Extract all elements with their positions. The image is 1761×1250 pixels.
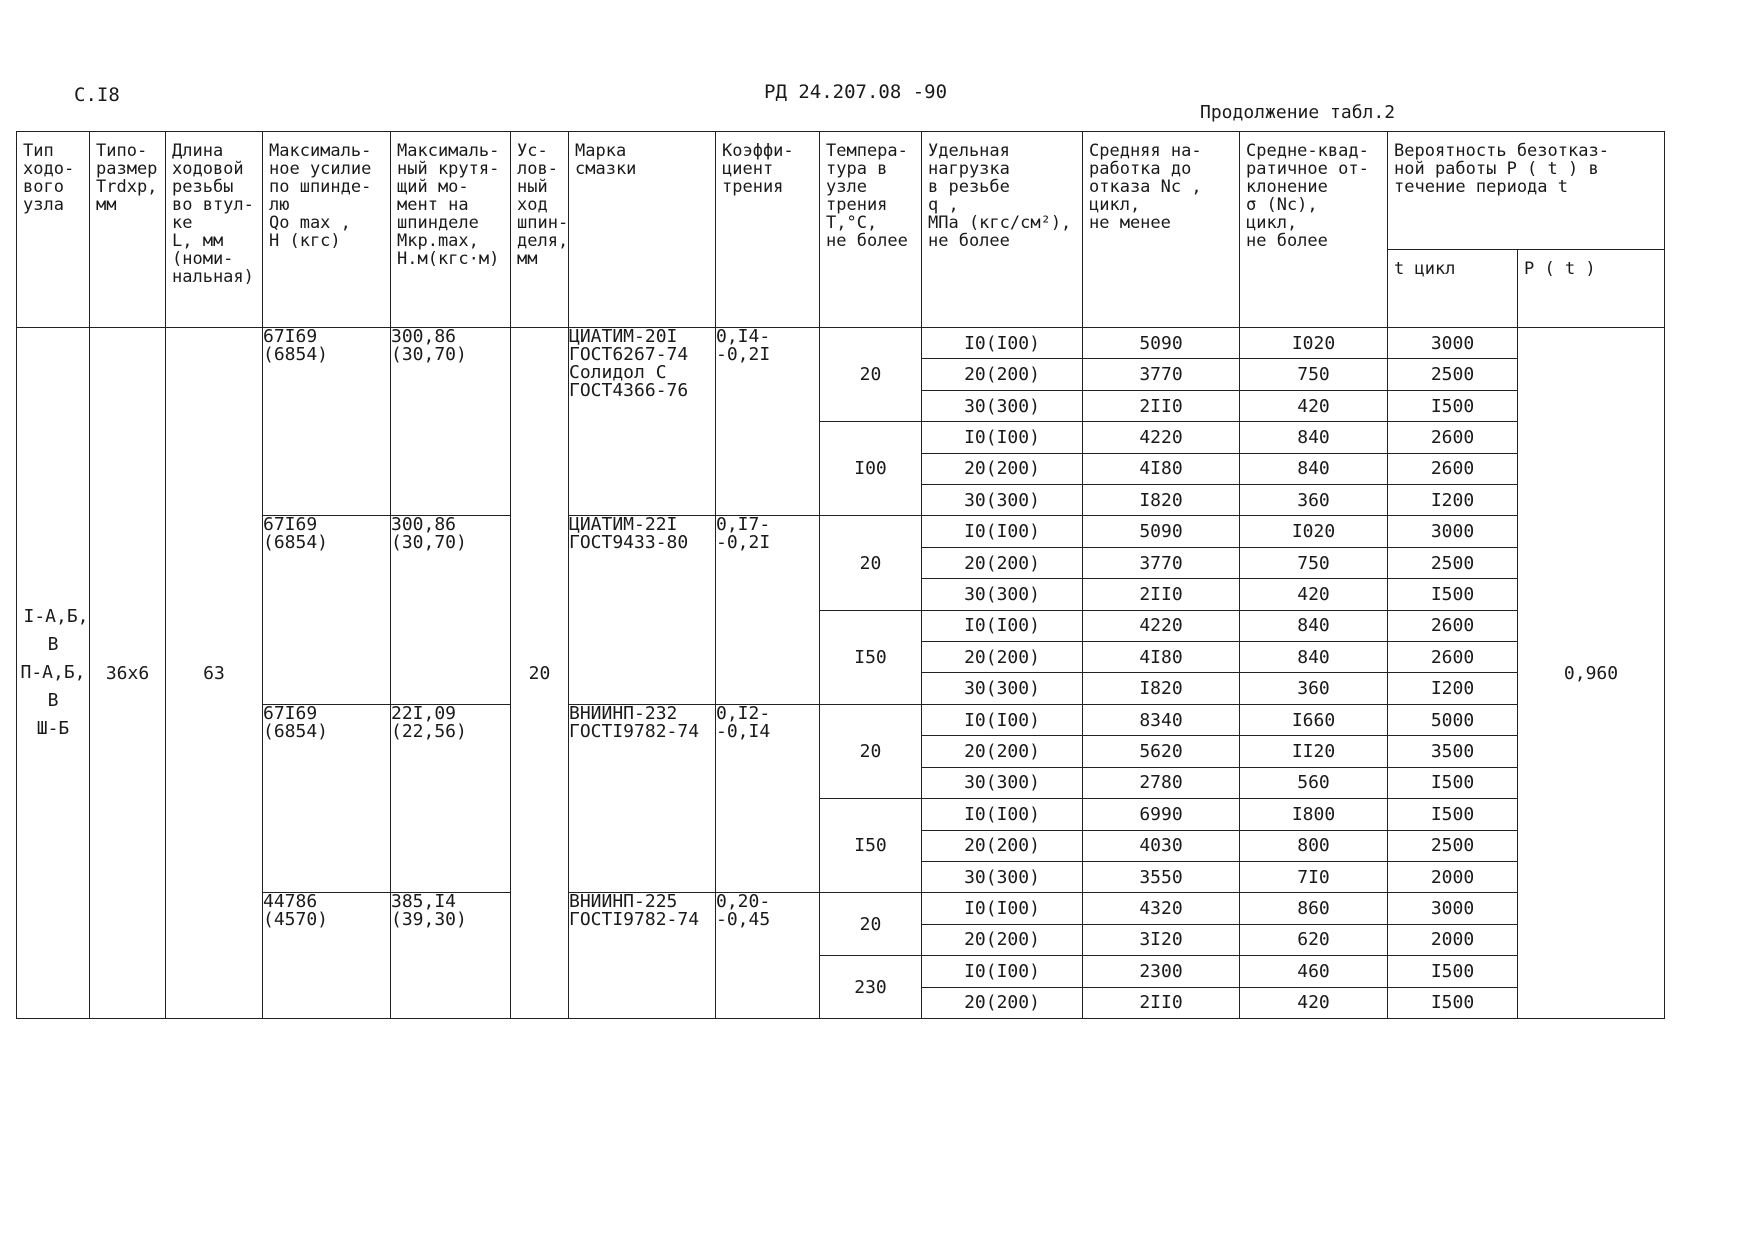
mean-time-cell: I820 <box>1083 485 1240 516</box>
t-cycle-cell: 3000 <box>1388 893 1518 924</box>
max-moment-cell-text: 300,86 (30,70) <box>391 326 467 365</box>
header-size: Типо- размер Trdxp, мм <box>90 132 166 328</box>
mean-time-cell: 2300 <box>1083 956 1240 987</box>
friction-cell-text: 0,I4- -0,2I <box>716 326 771 365</box>
specific-load-cell: I0(I00) <box>922 956 1083 987</box>
table-body <box>17 328 1665 1019</box>
header-max-moment: Максималь- ный крутя- щий мо- мент на шпинделе Мкр.max, Н.м(кгс·м) <box>391 132 511 328</box>
lubricant-cell <box>569 516 716 704</box>
t-cycle-cell: 2500 <box>1388 547 1518 578</box>
std-dev-cell: 750 <box>1240 359 1388 390</box>
header-p-t: Р ( t ) <box>1518 250 1665 328</box>
specific-load-cell: 20(200) <box>922 359 1083 390</box>
lubricant-cell <box>569 704 716 892</box>
std-dev-cell: 420 <box>1240 987 1388 1018</box>
friction-cell-text: 0,I2- -0,I4 <box>716 702 771 742</box>
t-cycle-cell: I500 <box>1388 956 1518 987</box>
mean-time-cell: 3I20 <box>1083 924 1240 955</box>
friction-cell-text: 0,I7- -0,2I <box>716 514 771 554</box>
mean-time-cell: 4I80 <box>1083 453 1240 484</box>
max-moment-cell-text: 300,86 (30,70) <box>391 514 467 554</box>
lubricant-cell-text: ВНИИНП-225 ГОСТI9782-74 <box>569 891 700 931</box>
node-type-cell-text: I-А,Б, В П-А,Б, В Ш-Б <box>20 606 89 739</box>
header-t-cycle: t цикл <box>1388 250 1518 328</box>
max-moment-cell <box>391 704 511 892</box>
t-cycle-cell: I200 <box>1388 673 1518 704</box>
std-dev-cell: 840 <box>1240 610 1388 641</box>
friction-cell <box>716 893 820 1019</box>
temperature-cell: I50 <box>820 610 922 704</box>
temperature-cell: 20 <box>820 516 922 610</box>
std-dev-cell: 800 <box>1240 830 1388 861</box>
friction-cell <box>716 516 820 704</box>
temperature-cell: 20 <box>820 893 922 956</box>
friction-cell <box>716 328 820 516</box>
mean-time-cell: 2780 <box>1083 767 1240 798</box>
temperature-cell: I50 <box>820 799 922 893</box>
specific-load-cell: 30(300) <box>922 485 1083 516</box>
mean-time-cell: 2II0 <box>1083 987 1240 1018</box>
specific-load-cell: I0(I00) <box>922 610 1083 641</box>
std-dev-cell: 560 <box>1240 767 1388 798</box>
header-specific-load: Удельная нагрузка в резьбе q , МПа (кгс/см²), не более <box>922 132 1083 328</box>
lubricant-cell <box>569 893 716 1019</box>
specific-load-cell: 20(200) <box>922 830 1083 861</box>
mean-time-cell: 5090 <box>1083 328 1240 359</box>
lubricant-cell <box>569 328 716 516</box>
max-force-cell <box>263 893 391 1019</box>
specific-load-cell: I0(I00) <box>922 893 1083 924</box>
max-force-cell <box>263 328 391 516</box>
node-type-cell <box>17 328 90 1019</box>
specific-load-cell: 20(200) <box>922 987 1083 1018</box>
t-cycle-cell: I200 <box>1388 485 1518 516</box>
t-cycle-cell: 3000 <box>1388 516 1518 547</box>
max-moment-cell-text: 22I,09 (22,56) <box>391 702 467 742</box>
page-number: С.I8 <box>74 84 120 106</box>
length-cell: 63 <box>166 328 263 1019</box>
header-std-dev: Средне-квад- ратичное от- клонение σ (Nc), цикл, не более <box>1240 132 1388 328</box>
stroke-cell: 20 <box>511 328 569 1019</box>
mean-time-cell: 5090 <box>1083 516 1240 547</box>
temperature-cell: I00 <box>820 422 922 516</box>
header-temperature: Темпера- тура в узле трения Т,°С, не более <box>820 132 922 328</box>
std-dev-cell: 840 <box>1240 642 1388 673</box>
std-dev-cell: I020 <box>1240 328 1388 359</box>
t-cycle-cell: I500 <box>1388 987 1518 1018</box>
mean-time-cell: 6990 <box>1083 799 1240 830</box>
t-cycle-cell: 3500 <box>1388 736 1518 767</box>
mean-time-cell: 3770 <box>1083 547 1240 578</box>
std-dev-cell: 360 <box>1240 485 1388 516</box>
header-friction: Коэффи- циент трения <box>716 132 820 328</box>
t-cycle-cell: 2600 <box>1388 453 1518 484</box>
lubricant-cell-text: ВНИИНП-232 ГОСТI9782-74 <box>569 702 700 742</box>
table-row <box>17 328 1665 359</box>
std-dev-cell: 840 <box>1240 453 1388 484</box>
std-dev-cell: 420 <box>1240 579 1388 610</box>
std-dev-cell: 840 <box>1240 422 1388 453</box>
t-cycle-cell: 2000 <box>1388 861 1518 892</box>
mean-time-cell: 4220 <box>1083 422 1240 453</box>
max-force-cell <box>263 704 391 892</box>
t-cycle-cell: I500 <box>1388 799 1518 830</box>
max-force-cell-text: 44786 (4570) <box>263 891 329 931</box>
lubricant-cell-text: ЦИАТИМ-20I ГОСТ6267-74 Солидол С ГОСТ4366-76 <box>569 326 689 401</box>
max-moment-cell-text: 385,I4 (39,30) <box>391 891 467 931</box>
specific-load-cell: 20(200) <box>922 642 1083 673</box>
std-dev-cell: 750 <box>1240 547 1388 578</box>
specific-load-cell: 20(200) <box>922 453 1083 484</box>
specific-load-cell: 30(300) <box>922 579 1083 610</box>
t-cycle-cell: 2500 <box>1388 830 1518 861</box>
header-node-type: Тип ходо- вого узла <box>17 132 90 328</box>
mean-time-cell: 4320 <box>1083 893 1240 924</box>
friction-cell-text: 0,20- -0,45 <box>716 891 771 931</box>
mean-time-cell: 5620 <box>1083 736 1240 767</box>
specific-load-cell: 30(300) <box>922 861 1083 892</box>
specific-load-cell: 30(300) <box>922 390 1083 421</box>
max-force-cell-text: 67I69 (6854) <box>263 514 329 554</box>
table-row <box>17 516 1665 547</box>
specific-load-cell: 20(200) <box>922 736 1083 767</box>
t-cycle-cell: 2500 <box>1388 359 1518 390</box>
mean-time-cell: 3770 <box>1083 359 1240 390</box>
mean-time-cell: 8340 <box>1083 704 1240 735</box>
std-dev-cell: I660 <box>1240 704 1388 735</box>
max-moment-cell <box>391 328 511 516</box>
mean-time-cell: 2II0 <box>1083 579 1240 610</box>
header-stroke: Ус- лов- ный ход шпин- деля, мм <box>511 132 569 328</box>
t-cycle-cell: 2600 <box>1388 642 1518 673</box>
t-cycle-cell: 5000 <box>1388 704 1518 735</box>
specific-load-cell: 20(200) <box>922 547 1083 578</box>
std-dev-cell: 860 <box>1240 893 1388 924</box>
t-cycle-cell: 2600 <box>1388 610 1518 641</box>
table-row <box>17 893 1665 924</box>
specific-load-cell: 30(300) <box>922 673 1083 704</box>
document-code: РД 24.207.08 -90 <box>764 81 948 103</box>
table-row <box>17 704 1665 735</box>
header-lubricant: Марка смазки <box>569 132 716 328</box>
lubricant-cell-text: ЦИАТИМ-22I ГОСТ9433-80 <box>569 514 689 554</box>
table-continuation-label: Продолжение табл.2 <box>1200 102 1396 123</box>
size-cell: 36x6 <box>90 328 166 1019</box>
temperature-cell: 20 <box>820 328 922 422</box>
specific-load-cell: I0(I00) <box>922 328 1083 359</box>
header-max-force: Максималь- ное усилие по шпинде- лю Qo max , Н (кгс) <box>263 132 391 328</box>
temperature-cell: 20 <box>820 704 922 798</box>
std-dev-cell: 420 <box>1240 390 1388 421</box>
t-cycle-cell: 3000 <box>1388 328 1518 359</box>
header-probability: Вероятность безотказ- ной работы Р ( t ) в течение периода t <box>1388 132 1665 250</box>
t-cycle-cell: 2000 <box>1388 924 1518 955</box>
specific-load-cell: 20(200) <box>922 924 1083 955</box>
friction-cell <box>716 704 820 892</box>
specific-load-cell: 30(300) <box>922 767 1083 798</box>
std-dev-cell: 360 <box>1240 673 1388 704</box>
specific-load-cell: I0(I00) <box>922 516 1083 547</box>
temperature-cell: 230 <box>820 956 922 1019</box>
mean-time-cell: I820 <box>1083 673 1240 704</box>
mean-time-cell: 4I80 <box>1083 642 1240 673</box>
std-dev-cell: I020 <box>1240 516 1388 547</box>
std-dev-cell: I800 <box>1240 799 1388 830</box>
mean-time-cell: 4220 <box>1083 610 1240 641</box>
max-moment-cell <box>391 516 511 704</box>
specific-load-cell: I0(I00) <box>922 799 1083 830</box>
max-force-cell-text: 67I69 (6854) <box>263 702 329 742</box>
specific-load-cell: I0(I00) <box>922 422 1083 453</box>
t-cycle-cell: I500 <box>1388 767 1518 798</box>
std-dev-cell: 460 <box>1240 956 1388 987</box>
specific-load-cell: I0(I00) <box>922 704 1083 735</box>
reliability-table <box>16 131 1665 1019</box>
probability-cell: 0,960 <box>1518 328 1665 1019</box>
mean-time-cell: 2II0 <box>1083 390 1240 421</box>
mean-time-cell: 4030 <box>1083 830 1240 861</box>
t-cycle-cell: I500 <box>1388 579 1518 610</box>
std-dev-cell: 620 <box>1240 924 1388 955</box>
header-mean-time: Средняя на- работка до отказа Nc , цикл, не менее <box>1083 132 1240 328</box>
max-moment-cell <box>391 893 511 1019</box>
std-dev-cell: 7I0 <box>1240 861 1388 892</box>
max-force-cell-text: 67I69 (6854) <box>263 326 329 365</box>
t-cycle-cell: I500 <box>1388 390 1518 421</box>
header-thread-length: Длина ходовой резьбы во втул- ке L, мм (номи- нальная) <box>166 132 263 328</box>
std-dev-cell: II20 <box>1240 736 1388 767</box>
mean-time-cell: 3550 <box>1083 861 1240 892</box>
max-force-cell <box>263 516 391 704</box>
t-cycle-cell: 2600 <box>1388 422 1518 453</box>
